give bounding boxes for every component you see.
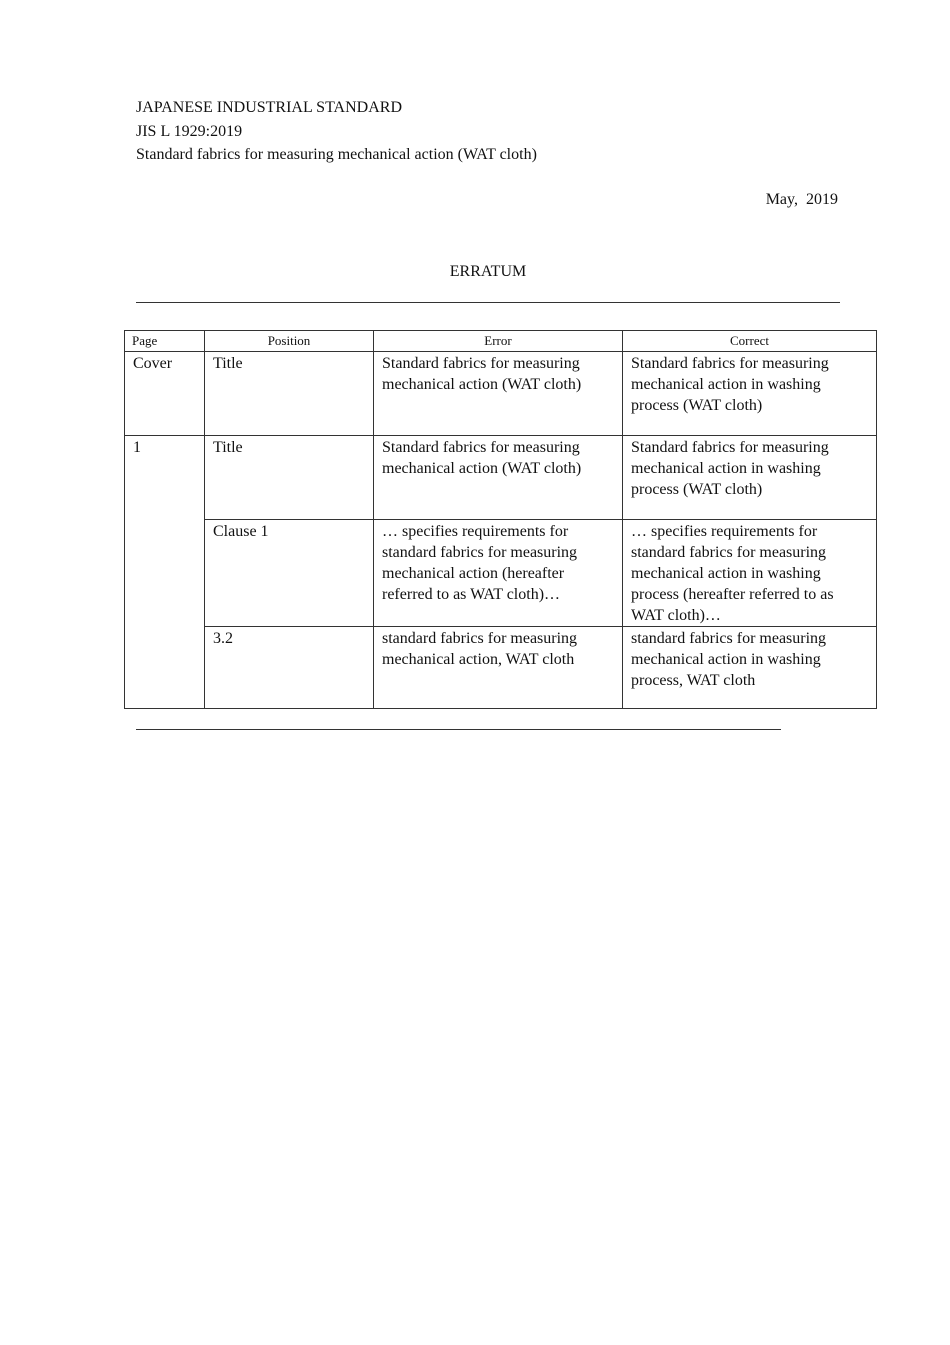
table-row [125,520,877,627]
cell-error: Standard fabrics for measuring mechanical action (WAT cloth) [374,352,623,436]
cell-correct: standard fabrics for measuring mechanical action in washing process, WAT cloth [623,627,877,709]
cell-position: 3.2 [205,627,374,709]
erratum-heading: ERRATUM [449,263,527,280]
cell-page: 1 [125,436,205,709]
top-divider [136,302,840,303]
column-header-error: Error [374,331,623,352]
cell-error: standard fabrics for measuring mechanical action, WAT cloth [374,627,623,709]
column-header-correct: Correct [623,331,877,352]
table-row [125,627,877,709]
cell-position: Clause 1 [205,520,374,627]
column-header-page: Page [125,331,205,352]
cell-position: Title [205,352,374,436]
cell-error: Standard fabrics for measuring mechanical action (WAT cloth) [374,436,623,520]
table-row [125,352,877,436]
document-date: May, 2019 [765,191,838,208]
cell-correct: … specifies requirements for standard fabrics for measuring mechanical action in washing process (hereafter referred to as WAT cloth)… [623,520,877,627]
column-header-position: Position [205,331,374,352]
table-header-row [125,331,877,352]
cell-correct: Standard fabrics for measuring mechanical action in washing process (WAT cloth) [623,352,877,436]
cell-error: … specifies requirements for standard fabrics for measuring mechanical action (hereafter referred to as WAT cloth)… [374,520,623,627]
standard-title: Standard fabrics for measuring mechanical action (WAT cloth) [136,146,537,163]
table-row [125,436,877,520]
erratum-table [124,330,877,709]
cell-page: Cover [125,352,205,436]
standard-organization: JAPANESE INDUSTRIAL STANDARD [136,99,402,116]
standard-code: JIS L 1929:2019 [136,123,243,140]
cell-correct: Standard fabrics for measuring mechanical action in washing process (WAT cloth) [623,436,877,520]
bottom-divider [136,729,781,730]
cell-position: Title [205,436,374,520]
